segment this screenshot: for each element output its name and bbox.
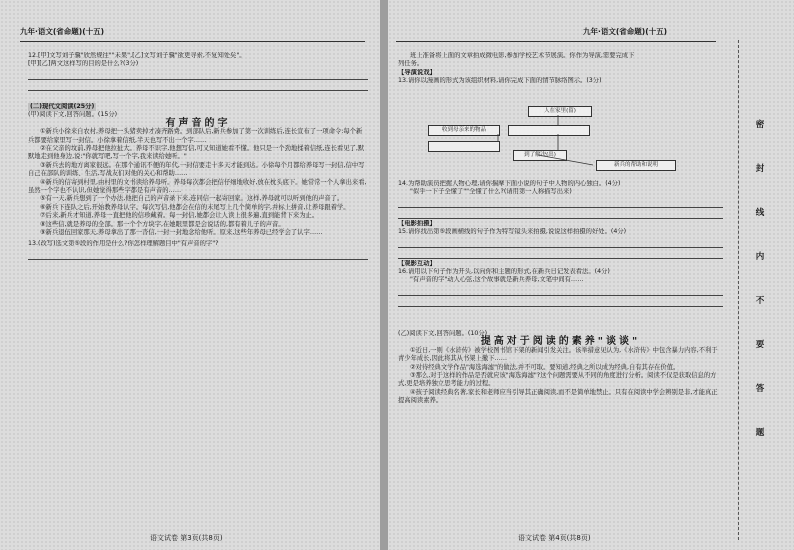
q16-line2: "有声音的字"动人心弦,这个故事就是新兵养母,文笔中间有…… — [410, 276, 584, 284]
sub-heading-2: (乙)阅读下文,回答问题。(10分) — [398, 330, 488, 337]
page-3 — [0, 0, 380, 550]
q12-line2: [甲][乙]两文这样写的目的是什么?(3分) — [28, 60, 139, 68]
tag-interaction: 【观影互动】 — [398, 259, 436, 267]
diagram-arrows — [418, 100, 688, 180]
paragraph: ③那么,对于这样的作品是否就应该"海选海滤"?这个问题需要从不同的角度进行分析。阅读不仅是获取信息的方式,更是培养独立思考能力的过程。 — [398, 372, 717, 388]
q14-block — [398, 180, 723, 308]
seal-char: 题 — [755, 428, 765, 438]
q-end: 13.(改写)选文第⑤段的作用是什么?你怎样理解题目中"有声音的字"? — [28, 240, 219, 248]
answer-line[interactable] — [398, 209, 723, 219]
paragraph: ⑦后来,新兵才知道,养母一直把他的信珍藏着。每一封信,她都会让人读上很多遍,直到能背下来为止。 — [40, 212, 319, 220]
paragraph: ⑨新兵退伍回家那天,养母拿出了那一沓信,一封一封地念给他听。原来,这些年养母已经学会了认字…… — [40, 229, 323, 237]
paragraph: ①新兵小徐来自农村,养母把一头猪卖掉才凑齐路费。到部队后,新兵参加了第一次训练后,连长宣布了一项命令:每个新兵都要给家里写一封信。小徐拿着信纸,半天也写不出一个字…… — [28, 128, 363, 144]
answer-line[interactable] — [28, 81, 368, 91]
page-4 — [388, 0, 794, 550]
diagram-box: 到了解决(出) — [513, 150, 567, 161]
q15: 15.请你找出第⑤段画横线的句子作为特写镜头来拍摄,说说这样拍摄的好处。(4分) — [398, 228, 627, 236]
answer-line[interactable] — [398, 249, 723, 259]
answer-line[interactable] — [398, 297, 723, 307]
paragraph: ④孩子阅读经典名著,家长和老师应当引导其正确阅读,而不是简单地禁止。只有在阅读中学会辨别是非,才能真正提高阅读素养。 — [398, 388, 718, 405]
answer-line[interactable] — [28, 250, 368, 260]
q14-line2: "似乎一下子全懂了""全懂了什么?(请用第一人称描写出来) — [410, 188, 572, 196]
diagram-box: 人在家里(留) — [528, 106, 592, 117]
seal-dashed-line — [738, 40, 739, 540]
seal-char: 封 — [755, 164, 765, 174]
q13: 13.请你以漫画的形式为该组织材料,请你完成下面的情节脉络图示。(3分) — [398, 77, 602, 85]
header-rule — [396, 41, 716, 42]
paragraph: ⑤有一天,新兵想到了一个办法,他把自己的声音录下来,连同信一起寄回家。这样,养母就可以听到他的声音了。 — [40, 195, 344, 203]
tag-filming: 【电影拍摄】 — [398, 219, 436, 227]
seal-char: 线 — [755, 208, 765, 218]
seal-char: 要 — [755, 340, 765, 350]
answer-line[interactable] — [398, 238, 723, 248]
page-gutter — [380, 0, 388, 550]
left-header: 九年·语文(省命题)(十五) — [20, 27, 105, 36]
header-rule — [20, 41, 365, 42]
q12-line1: 12.[甲]文写刘子骥"欣然规往""未果",[乙]文写刘子骥"欲更寻索,不复知处矣"。 — [28, 52, 246, 59]
answer-line[interactable] — [398, 198, 723, 208]
sub-heading: (甲)阅读下文,回答问题。(15分) — [28, 111, 118, 119]
seal-char: 密 — [755, 120, 765, 130]
essay-block — [398, 330, 723, 406]
q12-block — [28, 52, 368, 92]
seal-char: 答 — [755, 384, 765, 394]
section-heading: (二)现代文阅读(25分) — [30, 103, 95, 110]
essay-title: 提高对于阅读的素养"谈谈" — [480, 336, 641, 348]
right-footer: 语文试卷 第4页(共8页) — [518, 533, 591, 542]
diagram-box: 收到母亲来的物品 — [428, 125, 500, 136]
paragraph: ②对待经典文学作品"海选海滤"的做法,并不可取。要知道,经典之所以成为经典,自有其存在价值。 — [410, 363, 680, 371]
left-footer: 语文试卷 第3页(共8页) — [150, 533, 223, 542]
paragraph: ④新兵的信寄到村里,由村里的文书读给养母听。养母每次都会把信仔细地收好,放在枕头底下。她常常一个人拿出来看,虽然一个字也不认识,但她觉得那些字都是有声音的…… — [28, 178, 367, 195]
intro-line: 班上准备将上面的文章拍成微电影,参加学校艺术节展演。你作为导演,需要完成下 — [410, 52, 635, 59]
paragraph: ⑥新兵下连队之后,开始教养母认字。每次写信,他都会在信的末尾写上几个简单的字,并标上拼音,让养母跟着学。 — [40, 203, 350, 211]
diagram-box: 新兵的帮助和说明 — [596, 160, 676, 171]
task-block — [398, 52, 723, 86]
story-title: 有声音的字 — [165, 117, 231, 129]
answer-line[interactable] — [398, 286, 723, 296]
answer-line[interactable] — [28, 70, 368, 80]
paragraph: ⑧这些信,就是养母的全部。那一个个方块字,在她眼里都是会说话的,都有着儿子的声音。 — [40, 220, 285, 228]
right-header: 九年·语文(省命题)(十五) — [583, 27, 668, 36]
modern-reading — [28, 103, 368, 261]
seal-notice — [740, 118, 780, 528]
q16-line1: 16.请用以下句子作为开头,以向你和主题的形式,在新兵日记发表看法。(4分) — [398, 267, 610, 275]
paragraph: ③新兵去的地方离家很远。在那个通讯不便的年代,一封信要走十多天才能到达。小徐每个月都给养母写一封信,信中写自己在部队的训练、生活,写战友们对他的关心和帮助…… — [28, 161, 365, 178]
paragraph: ①近日,一则《水浒传》被学校图书馆下架的新闻引发关注。该举措意见认为,《水浒传》中包含暴力内容,不利于青少年成长,因此将其从书架上撤下…… — [398, 346, 718, 363]
q14-line1: 14.为帮助演员把握人物心理,请你揣摩下面小说的句子中人物的内心独白。(4分) — [398, 180, 621, 187]
paragraph: ②在父亲的坟前,养母把他拉扯大。养母不识字,他想写信,可又知道她看不懂。他只是一个劲地揉着信纸,连长看见了,默默地走到他身边,说:"你就写吧,写一个字,我来读给她听。" — [28, 145, 365, 161]
seal-char: 不 — [755, 296, 765, 306]
seal-char: 内 — [755, 252, 765, 262]
intro-line: 列任务。 — [398, 60, 424, 68]
tag-director: 【导演说戏】 — [398, 68, 436, 76]
